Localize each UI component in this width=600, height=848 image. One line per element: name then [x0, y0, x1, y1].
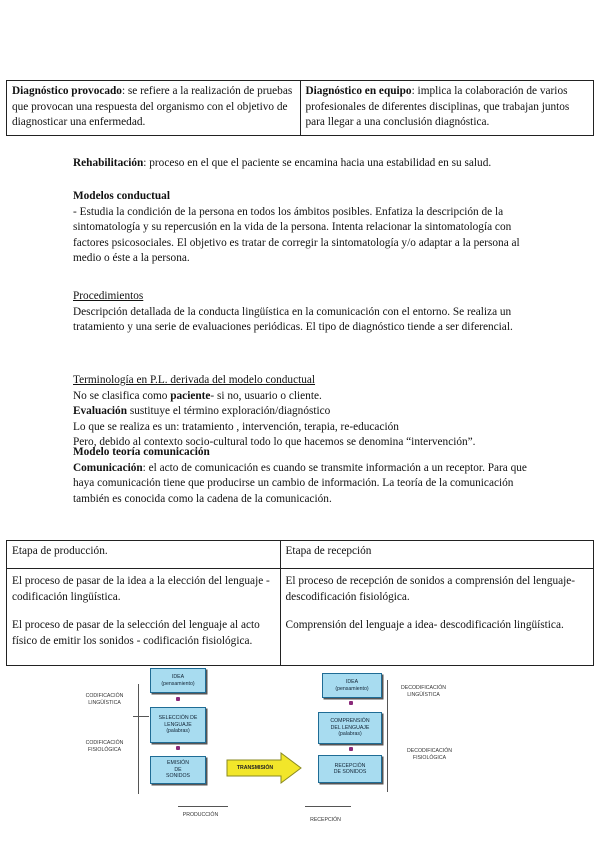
terminologia-heading: Terminología en P.L. derivada del modelo conductual	[73, 374, 316, 386]
etapa-recepcion-header: Etapa de recepción	[280, 541, 593, 569]
diagnostico-table	[6, 80, 594, 136]
box-comprension-lenguaje: COMPRENSIÓN DEL LENGUAJE (palabras)	[318, 712, 382, 744]
terminologia-section	[73, 373, 573, 451]
label-produccion: PRODUCCIÓN	[182, 812, 219, 818]
label-decodificacion-linguistica: DECODIFICACIÓN LINGÜÍSTICA	[401, 685, 446, 698]
diagnostico-provocado-term: Diagnóstico provocado	[12, 85, 122, 97]
terminologia-line-1: No se clasifica como paciente- si no, usuario o cliente.	[73, 389, 322, 402]
label-codificacion-fisiologica: CODIFICACIÓN FISIOLÓGICA	[85, 740, 124, 753]
etapas-table	[6, 540, 594, 666]
recepcion-row-2: Comprensión del lenguaje a idea- descodificación lingüística.	[285, 619, 564, 631]
procedimientos-section	[73, 289, 533, 336]
procedimientos-heading: Procedimientos	[73, 290, 144, 302]
box-emision-sonidos: EMISIÓN DE SONIDOS	[150, 756, 206, 784]
terminologia-line-2: Evaluación sustituye el término exploración/diagnóstico	[73, 405, 331, 418]
etapa-recepcion-cell	[280, 569, 593, 666]
box-seleccion-lenguaje: SELECCIÓN DE LENGUAJE (palabras)	[150, 707, 206, 743]
rehabilitacion-text: : proceso en el que el paciente se encamina hacia una estabilidad en su salud.	[143, 157, 492, 169]
terminologia-line-4: Pero, debido al contexto socio-cultural todo lo que hacemos se denomina “intervención”.	[73, 436, 476, 449]
connector-dot	[176, 746, 180, 750]
recepcion-row-1: El proceso de recepción de sonidos a comprensión del lenguaje- descodificación fisiológica.	[285, 575, 576, 603]
diagnostico-equipo-cell	[300, 81, 594, 136]
produccion-row-2: El proceso de pasar de la selección del lenguaje al acto físico de emitir los sonidos - codificación fisiológica.	[12, 619, 260, 647]
label-link-line	[133, 716, 149, 717]
label-codificacion-linguistica: CODIFICACIÓN LINGÜÍSTICA	[85, 693, 124, 706]
reception-baseline	[305, 806, 351, 807]
box-idea-production: IDEA (pensamiento)	[150, 668, 206, 693]
connector-dot	[349, 747, 353, 751]
reception-divider-line	[387, 680, 388, 792]
comunicacion-text: Comunicación: el acto de comunicación es cuando se transmite información a un receptor. Para que haya comunicación tiene que producirse un cambio de información. La teoría de la comunicación también es conocida como la cadena de la comunicación.	[73, 461, 527, 505]
diagnostico-provocado-cell	[7, 81, 301, 136]
rehabilitacion-term: Rehabilitación	[73, 157, 144, 169]
etapa-produccion-cell	[7, 569, 281, 666]
production-baseline	[178, 806, 228, 807]
production-divider-line	[138, 684, 139, 794]
modelos-conductual-text: - Estudia la condición de la persona en todos los ámbitos posibles. Enfatiza la descripción de la sintomatología y su repercusión en la vida de la persona. Intenta relacionar la sintomatología con factores psicosociales. El objetivo es tratar de corregir la sintomatología y/o adaptar a la persona al medio o éste a la persona.	[73, 205, 520, 265]
modelos-conductual-section	[73, 189, 533, 267]
box-recepcion-sonidos: RECEPCIÓN DE SONIDOS	[318, 755, 382, 783]
rehabilitacion-paragraph	[73, 156, 533, 172]
comunicacion-heading: Modelo teoría comunicación	[73, 446, 210, 458]
label-recepcion: RECEPCIÓN	[310, 817, 341, 823]
communication-chain-diagram	[0, 660, 600, 848]
connector-dot	[176, 697, 180, 701]
terminologia-line-3: Lo que se realiza es un: tratamiento , intervención, terapia, re-educación	[73, 420, 399, 433]
procedimientos-text: Descripción detallada de la conducta lingüística en la comunicación con el entorno. Se realiza un tratamiento y una serie de evaluaciones periódicas. El tipo de diagnóstico tiende a ser diferencial.	[73, 305, 513, 334]
transmision-label: TRANSMISIÓN	[236, 765, 274, 771]
produccion-row-1: El proceso de pasar de la idea a la elección del lenguaje - codificación lingüística.	[12, 575, 270, 603]
label-decodificacion-fisiologica: DECODIFICACIÓN FISIOLÓGICA	[407, 748, 452, 761]
comunicacion-section	[73, 445, 528, 507]
connector-dot	[349, 701, 353, 705]
box-idea-reception: IDEA (pensamiento)	[322, 673, 382, 698]
diagnostico-equipo-text: : implica la colaboración de varios profesionales de diferentes disciplinas, que trabajan juntos para llegar a una conclusión diagnóstica.	[305, 85, 570, 128]
diagnostico-provocado-text: : se refiere a la realización de pruebas que provocan una respuesta del organismo con el objetivo de diagnosticar una enfermedad.	[12, 85, 293, 128]
modelos-conductual-heading: Modelos conductual	[73, 190, 170, 202]
diagnostico-equipo-term: Diagnóstico en equipo	[305, 85, 412, 97]
etapa-produccion-header: Etapa de producción.	[7, 541, 281, 569]
